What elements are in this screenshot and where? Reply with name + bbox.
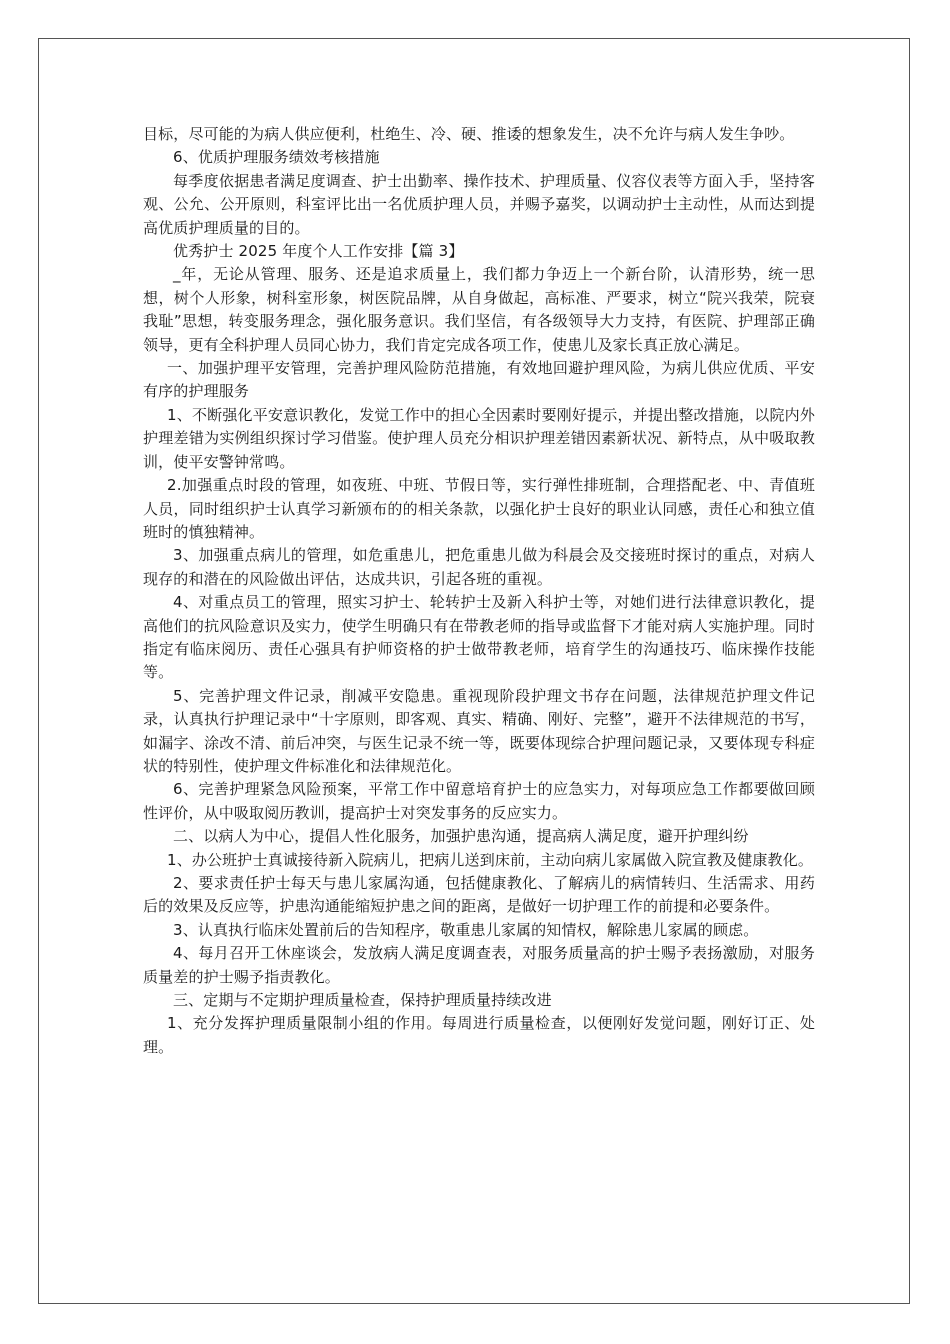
heading-section-1: 一、加强护理平安管理，完善护理风险防范措施，有效地回避护理风险，为病儿供应优质、平安有序的护理服务 <box>143 359 815 401</box>
paragraph-2-1: 1、办公班护士真诚接待新入院病儿，把病儿送到床前，主动向病儿家属做入院宣教及健康教化。 <box>167 850 813 869</box>
section-heading-6: 6、优质护理服务绩效考核措施 <box>173 148 380 167</box>
paragraph-intro: _年，无论从管理、服务、还是追求质量上，我们都力争迈上一个新台阶，认清形势，统一思想，树个人形象，树科室形象，树医院品牌，从自身做起，高标准、严要求，树立“院兴我荣，院衰我耻”思想，转变服务理念，强化服务意识。我们坚信，有各级领导大力支持，有医院、护理部正确领导，更有全科护理人员同心协力，我们肯定完成各项工作，使患儿及家长真正放心满足。 <box>143 265 815 354</box>
paragraph-3-1: 1、充分发挥护理质量限制小组的作用。每周进行质量检查，以便刚好发觉问题，刚好订正、处理。 <box>143 1014 815 1056</box>
article-title: 优秀护士 2025 年度个人工作安排【篇 3】 <box>173 242 464 261</box>
paragraph-1-2: 2.加强重点时段的管理，如夜班、中班、节假日等，实行弹性排班制，合理搭配老、中、青值班人员，同时组织护士认真学习新颁布的的相关条款，以强化护士良好的职业认同感，责任心和独立值班时的慎独精神。 <box>143 476 815 541</box>
paragraph-2-4: 4、每月召开工休座谈会，发放病人满足度调查表，对服务质量高的护士赐予表扬激励，对服务质量差的护士赐予指责教化。 <box>143 944 815 986</box>
paragraph-1-3: 3、加强重点病儿的管理，如危重患儿，把危重患儿做为科晨会及交接班时探讨的重点，对病人现存的和潜在的风险做出评估，达成共识，引起各班的重视。 <box>143 546 815 588</box>
paragraph-continuation: 目标，尽可能的为病人供应便利，杜绝生、冷、硬、推诿的想象发生，决不允许与病人发生争吵。 <box>143 125 795 143</box>
paragraph-1-5: 5、完善护理文件记录，削减平安隐患。重视现阶段护理文书存在问题，法律规范护理文件记录，认真执行护理记录中“十字原则，即客观、真实、精确、刚好、完整”，避开不法律规范的书写，如漏字、涂改不清、前后冲突，与医生记录不统一等，既要体现综合护理问题记录，又要体现专科症状的特别性，使护理文件标准化和法律规范化。 <box>143 686 815 775</box>
heading-section-3: 三、定期与不定期护理质量检查，保持护理质量持续改进 <box>173 991 552 1010</box>
document-body <box>143 123 815 1059</box>
paragraph-1-6: 6、完善护理紧急风险预案，平常工作中留意培育护士的应急实力，对每项应急工作都要做回顾性评价，从中吸取阅历教训，提高护士对突发事务的反应实力。 <box>143 780 815 822</box>
heading-section-2: 二、以病人为中心，提倡人性化服务，加强护患沟通，提高病人满足度，避开护理纠纷 <box>173 827 749 846</box>
paragraph-1-1: 1、不断强化平安意识教化，发觉工作中的担心全因素时要刚好提示，并提出整改措施，以院内外护理差错为实例组织探讨学习借鉴。使护理人员充分相识护理差错因素新状况、新特点，从中吸取教训，使平安警钟常鸣。 <box>143 405 815 471</box>
paragraph-2-2: 2、要求责任护士每天与患儿家属沟通，包括健康教化、了解病儿的病情转归、生活需求、用药后的效果及反应等，护患沟通能缩短护患之间的距离，是做好一切护理工作的前提和必要条件。 <box>143 874 815 916</box>
paragraph-assessment: 每季度依据患者满足度调查、护士出勤率、操作技术、护理质量、仪容仪表等方面入手，坚持客观、公允、公开原则，科室评比出一名优质护理人员，并赐予嘉奖，以调动护士主动性，从而达到提高优质护理质量的目的。 <box>143 171 815 237</box>
paragraph-1-4: 4、对重点员工的管理，照实习护士、轮转护士及新入科护士等，对她们进行法律意识教化，提高他们的抗风险意识及实力，使学生明确只有在带教老师的指导或监督下才能对病人实施护理。同时指定有临床阅历、责任心强具有护师资格的护士做带教老师，培育学生的沟通技巧、临床操作技能等。 <box>143 593 815 682</box>
paragraph-2-3: 3、认真执行临床处置前后的告知程序，敬重患儿家属的知情权，解除患儿家属的顾虑。 <box>173 920 759 939</box>
